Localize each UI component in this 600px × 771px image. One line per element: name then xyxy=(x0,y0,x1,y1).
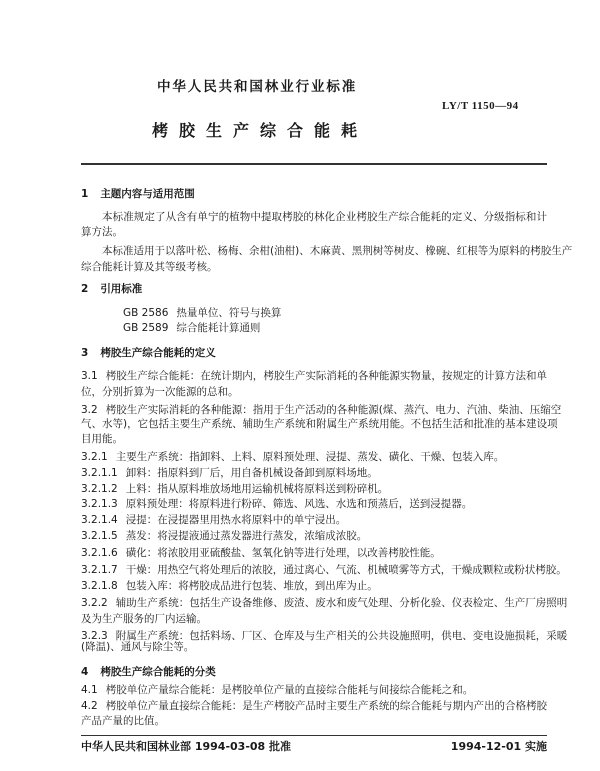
reference-item xyxy=(123,306,423,320)
clause-number: 3 xyxy=(81,347,89,359)
text-line xyxy=(81,529,547,543)
text-line xyxy=(81,497,547,511)
clause-number: 3.1 xyxy=(81,370,98,382)
clause-text: 上料：指从原料堆放场地用运输机械将原料送到粉碎机。 xyxy=(125,483,389,495)
section-heading xyxy=(81,665,547,679)
clause-text: 包装入库：将栲胶成品进行包装、堆放，到出库为止。 xyxy=(125,580,378,592)
clause-number: 3.2.1.7 xyxy=(81,564,118,576)
document-title: 栲胶生产综合能耗 xyxy=(152,121,369,140)
section-heading xyxy=(81,187,547,201)
clause-text: 本标准适用于以落叶松、杨梅、余柑(油柑)、木麻黄、黑荆树等树皮、橡碗、红根等为原料的栲胶生产 xyxy=(102,245,573,257)
clause-number: GB 2589 xyxy=(123,322,169,334)
clause-text: 原料预处理：将原料进行粉碎、筛选、风选、水选和预蒸后，送到浸提器。 xyxy=(125,498,473,510)
text-line xyxy=(102,244,573,258)
text-line xyxy=(81,466,547,480)
text-line xyxy=(81,546,547,560)
clause-number: 3.2.1.3 xyxy=(81,498,118,510)
text-line xyxy=(81,225,547,239)
clause-number: 3.2.1.8 xyxy=(81,580,118,592)
clause-number: 3.2.1.5 xyxy=(81,530,118,542)
clause-number: 3.2.1.2 xyxy=(81,483,118,495)
clause-text: 栲胶生产综合能耗的定义 xyxy=(100,347,216,359)
text-line xyxy=(81,385,547,399)
text-line xyxy=(81,403,562,417)
clause-number: 2 xyxy=(81,283,89,295)
standard-code: LY/T 1150—94 xyxy=(442,100,519,112)
text-line xyxy=(81,683,547,697)
text-line xyxy=(81,563,567,577)
clause-number: 3.2.1.4 xyxy=(81,514,118,526)
text-line xyxy=(81,513,547,527)
standard-category: 中华人民共和国林业行业标准 xyxy=(157,79,358,95)
clause-number: 4.2 xyxy=(81,700,98,712)
clause-text: 辅助生产系统：包括生产设备维修、废渣、废水和废气处理、分析化验、仪表检定、生产厂房照明 xyxy=(115,597,568,609)
clause-text: 卸料：指原料到厂后，用自备机械设备卸到原料场地。 xyxy=(125,467,378,479)
section-heading xyxy=(81,346,547,360)
clause-text: 及为生产服务的厂内运输。 xyxy=(81,613,207,625)
clause-text: 产品产量的比值。 xyxy=(81,715,165,727)
clause-text: 主要生产系统：指卸料、上料、原料预处理、浸提、蒸发、磺化、干燥、包装入库。 xyxy=(115,451,505,463)
clause-number: 1 xyxy=(81,188,89,200)
clause-number: 3.2.3 xyxy=(81,630,108,642)
clause-text: (降温)、通风与除尘等。 xyxy=(81,641,195,653)
text-line xyxy=(81,432,547,446)
text-line xyxy=(81,714,547,728)
clause-number: 3.2.1.6 xyxy=(81,547,118,559)
text-line xyxy=(81,699,547,713)
clause-number: GB 2586 xyxy=(123,307,169,319)
clause-text: 浸提：在浸提器里用热水将原料中的单宁浸出。 xyxy=(125,514,347,526)
clause-number: 3.2.2 xyxy=(81,597,108,609)
clause-text: 目用能。 xyxy=(81,433,123,445)
text-line xyxy=(81,450,547,464)
footer-rule xyxy=(81,735,547,736)
clause-text: 本标准规定了从含有单宁的植物中提取栲胶的林化企业栲胶生产综合能耗的定义、分级指标和计 xyxy=(102,211,547,223)
approval-date: 中华人民共和国林业部 1994-03-08 批准 xyxy=(81,740,292,753)
clause-text: 磺化：将浓胶用亚硫酸盐、氢氧化钠等进行处理，以改善栲胶性能。 xyxy=(125,547,441,559)
clause-number: 3.2 xyxy=(81,404,98,416)
clause-text: 热量单位、符号与换算 xyxy=(176,307,282,319)
clause-text: 引用标准 xyxy=(100,283,143,295)
text-line xyxy=(102,210,547,224)
text-line xyxy=(81,612,547,626)
effective-date: 1994-12-01 实施 xyxy=(450,740,547,753)
text-line xyxy=(81,640,547,654)
text-line xyxy=(81,369,547,383)
clause-text: 附属生产系统：包括料场、厂区、仓库及与生产相关的公共设施照明，供电、变电设施损耗，采暖 xyxy=(115,630,568,642)
clause-text: 综合能耗计算通则 xyxy=(176,322,261,334)
reference-item xyxy=(123,321,423,335)
clause-text: 栲胶生产综合能耗：在统计期内，栲胶生产实际消耗的各种能源实物量，按规定的计算方法和单 xyxy=(105,370,547,382)
clause-text: 栲胶生产综合能耗的分类 xyxy=(100,666,216,678)
clause-number: 4 xyxy=(81,666,89,678)
clause-text: 蒸发：将浸提液通过蒸发器进行蒸发，浓缩成浓胶。 xyxy=(125,530,368,542)
clause-number: 4.1 xyxy=(81,684,98,696)
clause-text: 干燥：用热空气将处理后的浓胶，通过离心、气流、机械喷雾等方式，干燥成颗粒或粉状栲胶。 xyxy=(125,564,567,576)
clause-text: 栲胶单位产量直接综合能耗：是生产栲胶产品时主要生产系统的综合能耗与期内产出的合格栲胶 xyxy=(105,700,547,712)
clause-text: 主题内容与适用范围 xyxy=(100,188,195,200)
header-rule xyxy=(81,163,547,165)
text-line xyxy=(81,260,547,274)
clause-text: 栲胶单位产量综合能耗：是栲胶单位产量的直接综合能耗与间接综合能耗之和。 xyxy=(105,684,474,696)
text-line xyxy=(81,417,558,431)
text-line xyxy=(81,579,547,593)
text-line xyxy=(81,596,568,610)
clause-text: 气、水等)，它包括主要生产系统、辅助生产系统和附属生产系统用能。不包括生活和批准的基本建设项 xyxy=(81,418,558,430)
clause-text: 位，分别折算为一次能源的总和。 xyxy=(81,386,239,398)
clause-number: 3.2.1 xyxy=(81,451,108,463)
clause-text: 算方法。 xyxy=(81,226,123,238)
text-line xyxy=(81,482,547,496)
clause-number: 3.2.1.1 xyxy=(81,467,118,479)
clause-text: 栲胶生产实际消耗的各种能源：指用于生产活动的各种能源(煤、蒸汽、电力、汽油、柴油、压缩空 xyxy=(105,404,562,416)
section-heading xyxy=(81,282,547,296)
clause-text: 综合能耗计算及其等级考核。 xyxy=(81,261,218,273)
